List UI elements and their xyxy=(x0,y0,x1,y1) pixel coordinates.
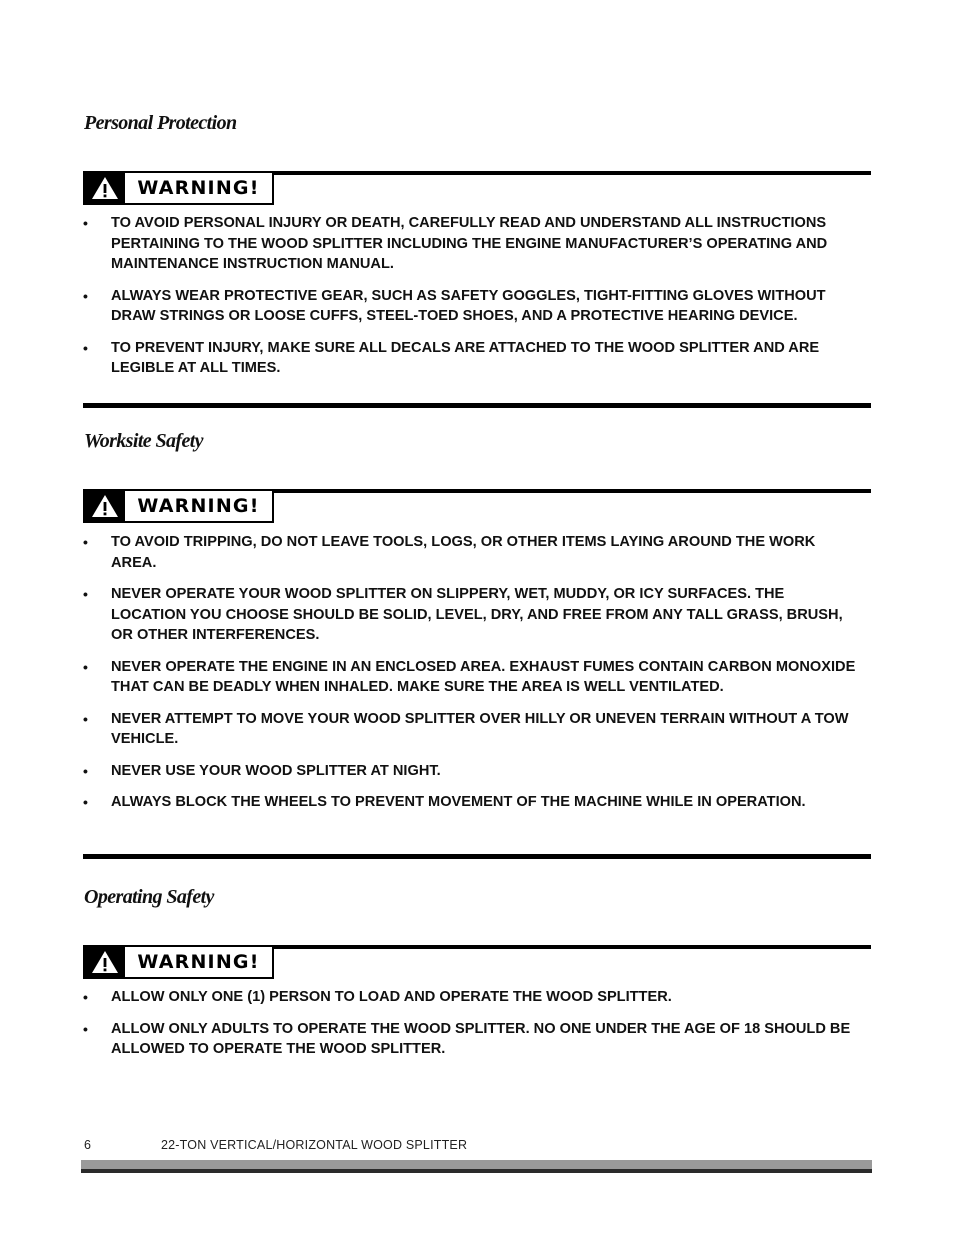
warning-label: WARNING! xyxy=(137,495,260,517)
warning-badge xyxy=(83,171,274,205)
list-item: • NEVER OPERATE THE ENGINE IN AN ENCLOSED AREA. EXHAUST FUMES CONTAIN CARBON MONOXIDE THAT CAN BE DEADLY WHEN INHALED. MAKE SURE THE AREA IS WELL VENTILATED. xyxy=(83,657,858,698)
section-heading-worksite-safety: Worksite Safety xyxy=(84,430,203,452)
warning-block-personal-protection xyxy=(83,171,871,408)
warning-label: WARNING! xyxy=(137,951,260,973)
list-item: • ALLOW ONLY ADULTS TO OPERATE THE WOOD SPLITTER. NO ONE UNDER THE AGE OF 18 SHOULD BE ALLOWED TO OPERATE THE WOOD SPLITTER. xyxy=(83,1019,858,1060)
warning-bottom-rule xyxy=(83,854,871,859)
list-item: • ALWAYS WEAR PROTECTIVE GEAR, SUCH AS SAFETY GOGGLES, TIGHT-FITTING GLOVES WITHOUT DRAW STRINGS OR LOOSE CUFFS, STEEL-TOED SHOES, AND A PROTECTIVE HEARING DEVICE. xyxy=(83,286,858,327)
list-item: • NEVER USE YOUR WOOD SPLITTER AT NIGHT. xyxy=(83,761,858,782)
section-heading-operating-safety: Operating Safety xyxy=(84,886,214,908)
warning-badge xyxy=(83,489,274,523)
list-item: • ALLOW ONLY ONE (1) PERSON TO LOAD AND OPERATE THE WOOD SPLITTER. xyxy=(83,987,858,1008)
warning-triangle-icon xyxy=(85,173,125,203)
page-number: 6 xyxy=(84,1138,91,1152)
warning-block-worksite-safety xyxy=(83,489,871,860)
footer-title: 22-TON VERTICAL/HORIZONTAL WOOD SPLITTER xyxy=(161,1138,468,1152)
section-heading-personal-protection: Personal Protection xyxy=(84,112,237,134)
list-item: • TO AVOID PERSONAL INJURY OR DEATH, CAREFULLY READ AND UNDERSTAND ALL INSTRUCTIONS PERTAINING TO THE WOOD SPLITTER INCLUDING THE ENGINE MANUFACTURER’S OPERATING AND MAINTENANCE INSTRUCTION MANUAL. xyxy=(83,213,858,275)
warning-badge xyxy=(83,945,274,979)
warning-bottom-rule xyxy=(83,403,871,408)
list-item: • TO AVOID TRIPPING, DO NOT LEAVE TOOLS, LOGS, OR OTHER ITEMS LAYING AROUND THE WORK AREA. xyxy=(83,532,858,573)
warning-triangle-icon xyxy=(85,947,125,977)
list-item: • NEVER OPERATE YOUR WOOD SPLITTER ON SLIPPERY, WET, MUDDY, OR ICY SURFACES. THE LOCATION YOU CHOOSE SHOULD BE SOLID, LEVEL, DRY, AND FREE FROM ANY TALL GRASS, BRUSH, OR OTHER INTERFERENCES. xyxy=(83,584,858,646)
warning-block-operating-safety xyxy=(83,945,871,1075)
warning-list xyxy=(83,987,858,1071)
list-item: • NEVER ATTEMPT TO MOVE YOUR WOOD SPLITTER OVER HILLY OR UNEVEN TERRAIN WITHOUT A TOW VEHICLE. xyxy=(83,709,858,750)
warning-list xyxy=(83,213,858,390)
list-item: • TO PREVENT INJURY, MAKE SURE ALL DECALS ARE ATTACHED TO THE WOOD SPLITTER AND ARE LEGIBLE AT ALL TIMES. xyxy=(83,338,858,379)
list-item: • ALWAYS BLOCK THE WHEELS TO PREVENT MOVEMENT OF THE MACHINE WHILE IN OPERATION. xyxy=(83,792,858,813)
warning-list xyxy=(83,532,858,824)
footer-rule xyxy=(81,1160,872,1173)
warning-triangle-icon xyxy=(85,491,125,521)
warning-label: WARNING! xyxy=(137,177,260,199)
